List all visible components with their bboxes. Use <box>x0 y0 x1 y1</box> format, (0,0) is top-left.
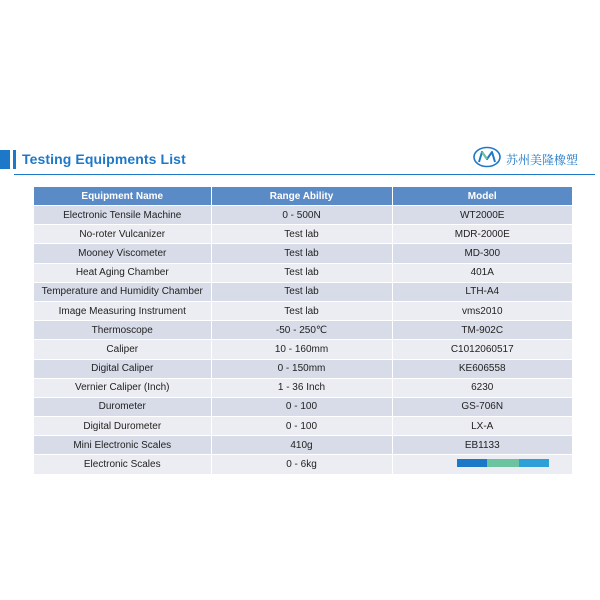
equipment-name-cell: Electronic Scales <box>34 455 211 474</box>
equipment-name-cell: Caliper <box>34 340 211 359</box>
decorative-strip <box>457 459 549 467</box>
model-cell: 6230 <box>392 378 572 397</box>
logo-text: 苏州美隆橡塑 <box>506 153 579 167</box>
range-ability-cell: 0 - 100 <box>211 397 392 416</box>
equipment-name-cell: Digital Caliper <box>34 359 211 378</box>
table-body <box>34 206 572 474</box>
page-title: Testing Equipments List <box>22 151 186 167</box>
range-ability-cell: -50 - 250℃ <box>211 321 392 340</box>
range-ability-cell: 0 - 150mm <box>211 359 392 378</box>
table-row <box>34 301 572 320</box>
equipment-name-cell: Digital Durometer <box>34 417 211 436</box>
equipment-name-cell: Thermoscope <box>34 321 211 340</box>
table-row <box>34 206 572 225</box>
model-cell: 401A <box>392 263 572 282</box>
range-ability-cell: 1 - 36 Inch <box>211 378 392 397</box>
strip-segment <box>457 459 487 467</box>
equipment-name-cell: Vernier Caliper (Inch) <box>34 378 211 397</box>
model-cell: vms2010 <box>392 301 572 320</box>
equipment-name-cell: Heat Aging Chamber <box>34 263 211 282</box>
equipment-name-cell: Electronic Tensile Machine <box>34 206 211 225</box>
table-row <box>34 321 572 340</box>
range-ability-cell: 410g <box>211 436 392 455</box>
table-row <box>34 359 572 378</box>
range-ability-cell: 0 - 500N <box>211 206 392 225</box>
model-cell: LTH-A4 <box>392 282 572 301</box>
equipment-name-cell: Mooney Viscometer <box>34 244 211 263</box>
table-row <box>34 340 572 359</box>
model-cell: GS-706N <box>392 397 572 416</box>
equipment-name-cell: Mini Electronic Scales <box>34 436 211 455</box>
equipment-name-cell: No-roter Vulcanizer <box>34 225 211 244</box>
range-ability-cell: 10 - 160mm <box>211 340 392 359</box>
model-cell: MDR-2000E <box>392 225 572 244</box>
table-row <box>34 225 572 244</box>
column-header-model: Model <box>392 187 572 206</box>
title-accent-bar <box>0 150 16 169</box>
model-cell: KE606558 <box>392 359 572 378</box>
table-row <box>34 244 572 263</box>
strip-segment <box>519 459 549 467</box>
equipment-table <box>34 187 572 474</box>
range-ability-cell: Test lab <box>211 282 392 301</box>
table-row <box>34 397 572 416</box>
table-row <box>34 282 572 301</box>
range-ability-cell: Test lab <box>211 301 392 320</box>
logo-mark-icon <box>472 146 502 168</box>
model-cell: TM-902C <box>392 321 572 340</box>
company-logo <box>472 146 592 172</box>
model-cell: LX-A <box>392 417 572 436</box>
equipment-name-cell: Temperature and Humidity Chamber <box>34 282 211 301</box>
range-ability-cell: Test lab <box>211 225 392 244</box>
range-ability-cell: 0 - 100 <box>211 417 392 436</box>
table-header-row <box>34 187 572 206</box>
table-row <box>34 417 572 436</box>
column-header-equipment-name: Equipment Name <box>34 187 211 206</box>
equipment-name-cell: Image Measuring Instrument <box>34 301 211 320</box>
table-row <box>34 436 572 455</box>
range-ability-cell: Test lab <box>211 263 392 282</box>
equipment-name-cell: Durometer <box>34 397 211 416</box>
model-cell: WT2000E <box>392 206 572 225</box>
model-cell: EB1133 <box>392 436 572 455</box>
header-divider <box>14 174 595 175</box>
model-cell: MD-300 <box>392 244 572 263</box>
model-cell: C1012060517 <box>392 340 572 359</box>
column-header-range-ability: Range Ability <box>211 187 392 206</box>
strip-segment <box>487 459 519 467</box>
table-row <box>34 263 572 282</box>
table-row <box>34 378 572 397</box>
range-ability-cell: Test lab <box>211 244 392 263</box>
range-ability-cell: 0 - 6kg <box>211 455 392 474</box>
